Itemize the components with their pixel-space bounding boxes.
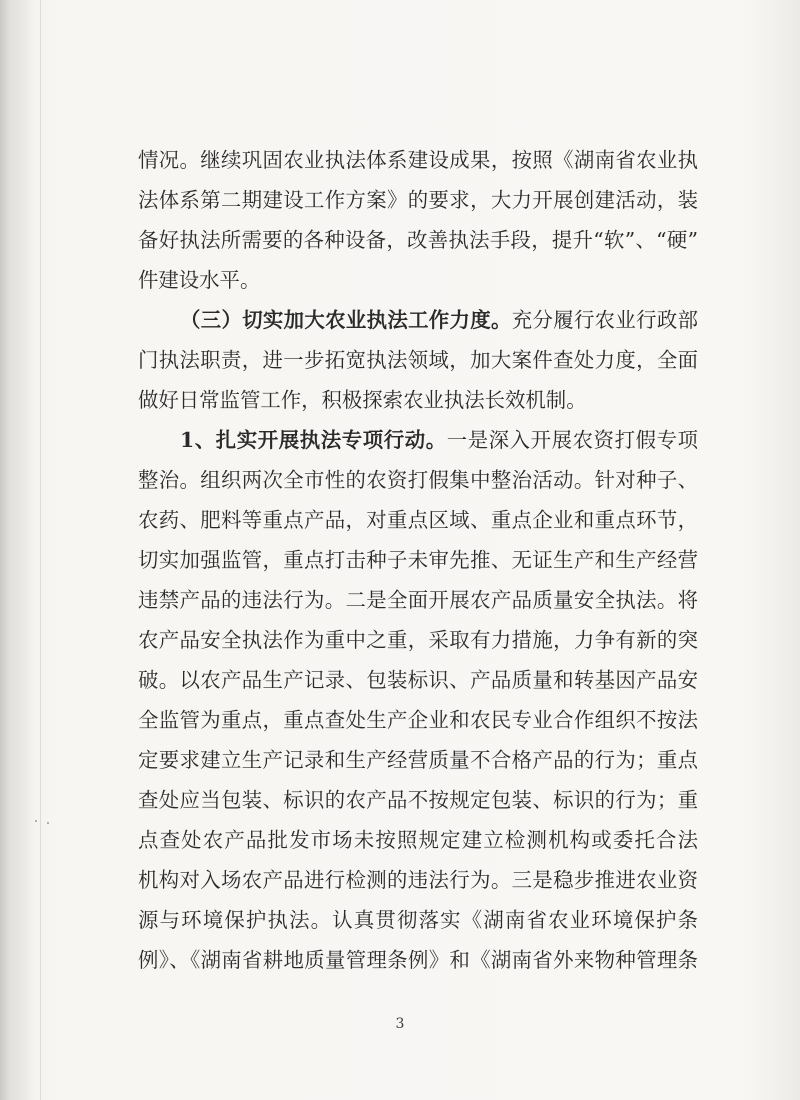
text-line: 门执法职责，进一步拓宽执法领域，加大案件查处力度，全面 — [138, 348, 698, 372]
text-line: 情况。继续巩固农业执法体系建设成果，按照《湖南省农业执 — [138, 148, 698, 172]
fold-line — [40, 0, 41, 1100]
scan-speck — [35, 820, 37, 822]
text-line: 农产品安全执法作为重中之重，采取有力措施，力争有新的突 — [138, 628, 698, 652]
text-line: 例》、《湖南省耕地质量管理条例》和《湖南省外来物种管理条 — [138, 948, 698, 972]
subsection-heading: 1、扎实开展执法专项行动。 — [180, 428, 447, 452]
section-heading-line: （三）切实加大农业执法工作力度。充分履行农业行政部 — [180, 308, 699, 332]
binding-shadow — [0, 0, 34, 1100]
page-number: 3 — [395, 1016, 405, 1032]
text-line: 全监管为重点，重点查处生产企业和农民专业合作组织不按法 — [138, 708, 698, 732]
scan-speck — [47, 822, 49, 824]
text-line: 破。以农产品生产记录、包装标识、产品质量和转基因产品安 — [138, 668, 698, 692]
text-line: 定要求建立生产记录和生产经营质量不合格产品的行为；重点 — [138, 748, 698, 772]
subsection-heading-line: 1、扎实开展执法专项行动。一是深入开展农资打假专项 — [180, 428, 699, 452]
text-line: 查处应当包装、标识的农产品不按规定包装、标识的行为；重 — [138, 788, 698, 812]
text-line: 源与环境保护执法。认真贯彻落实《湖南省农业环境保护条 — [138, 908, 698, 932]
text-line: 件建设水平。 — [138, 268, 261, 292]
text-line: 违禁产品的违法行为。二是全面开展农产品质量安全执法。将 — [138, 588, 698, 612]
text-line: 机构对入场农产品进行检测的违法行为。三是稳步推进农业资 — [138, 868, 698, 892]
text-line: 切实加强监管，重点打击种子未审先推、无证生产和生产经营 — [138, 548, 698, 572]
text-line: 点查处农产品批发市场未按照规定建立检测机构或委托合法 — [138, 828, 698, 852]
text-line: 备好执法所需要的各种设备，改善执法手段，提升“软”、“硬” — [138, 228, 698, 252]
section-heading: （三）切实加大农业执法工作力度。 — [180, 308, 512, 332]
text-line: 做好日常监管工作，积极探索农业执法长效机制。 — [138, 388, 587, 412]
text-line: 农药、肥料等重点产品，对重点区域、重点企业和重点环节， — [138, 508, 698, 532]
body-text — [138, 140, 698, 980]
text-line: 整治。组织两次全市性的农资打假集中整治活动。针对种子、 — [138, 468, 698, 492]
text-line: 法体系第二期建设工作方案》的要求，大力开展创建活动，装 — [138, 188, 698, 212]
